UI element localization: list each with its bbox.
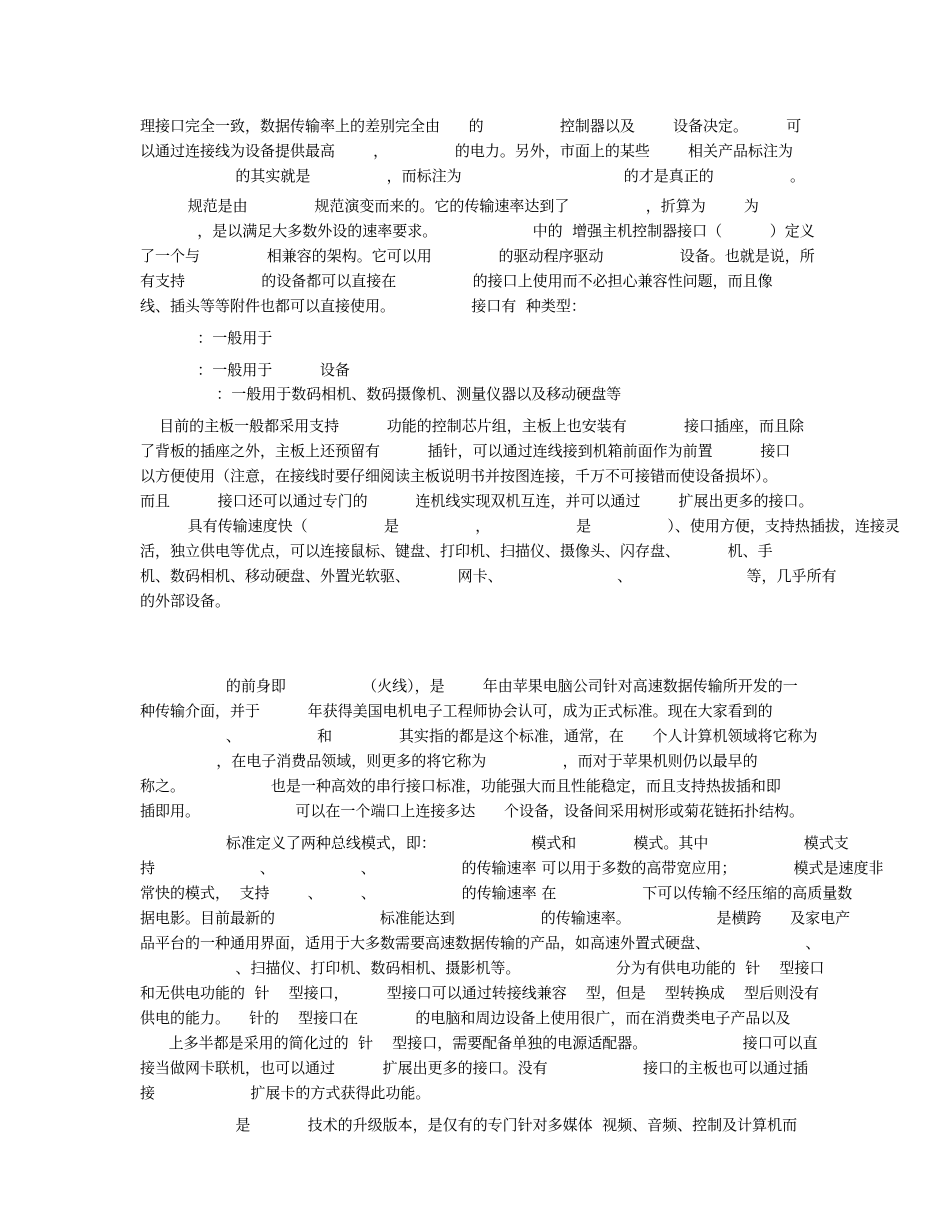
text-line: 了一个与 相兼容的架构。它可以用 的驱动程序驱动 设备。也就是说，所 <box>140 247 815 265</box>
text-line: ，在电子消费品领域，则更多的将它称为 ，而对于苹果机则仍以最早的 <box>140 752 758 770</box>
text-line: 插即用。 可以在一个端口上连接多达 个设备，设备间采用树形或菊花链拓扑结构。 <box>140 802 804 820</box>
text-line: 、扫描仪、打印机、数码相机、摄影机等。 分为有供电功能的 针 型接口 <box>140 959 825 977</box>
text-line: 以方便使用（注意，在接线时要仔细阅读主板说明书并按图连接，千万不可接错而使设备损坏）。 <box>140 467 778 485</box>
text-line: 称之。 也是一种高效的串行接口标准，功能强大而且性能稳定，而且支持热拔插和即 <box>140 777 781 795</box>
text-line: 的其实就是 ，而标注为 的才是真正的 。 <box>140 167 806 185</box>
text-line: 种传输介面，并于 年获得美国电机电子工程师协会认可，成为正式标准。现在大家看到的 <box>140 702 773 720</box>
text-line: 而且 接口还可以通过专门的 连机线实现双机互连，并可以通过 扩展出更多的接口。 <box>140 492 814 510</box>
text-line: 常快的模式， 支持 、 、 的传输速率 在 下可以传输不经压缩的高质量数 <box>140 884 853 902</box>
text-line: 接当做网卡联机，也可以通过 扩展出更多的接口。没有 接口的主板也可以通过插 <box>140 1059 809 1077</box>
text-line: 线、插头等等附件也都可以直接使用。 接口有 种类型： <box>140 297 586 315</box>
text-line: 规范是由 规范演变而来的。它的传输速率达到了 ，折算为 为 <box>140 197 759 215</box>
text-line: 的前身即 （火线），是 年由苹果电脑公司针对高速数据传输所开发的一 <box>140 677 798 695</box>
text-line: 具有传输速度快（ 是 ， 是 ）、使用方便，支持热插拔，连接灵 <box>140 517 900 535</box>
text-line: 以通过连接线为设备提供最高 ， 的电力。另外，市面上的某些 相关产品标注为 <box>140 142 794 160</box>
text-line: 供电的能力。 针的 型接口在 的电脑和周边设备上使用很广，而在消费类电子产品以及 <box>140 1009 791 1027</box>
text-line: 是 技术的升级版本，是仅有的专门针对多媒体 视频、音频、控制及计算机而 <box>140 1116 798 1134</box>
text-line: ，是以满足大多数外设的速率要求。 中的 增强主机控制器接口（ ）定义 <box>140 222 815 240</box>
text-line: 目前的主板一般都采用支持 功能的控制芯片组，主板上也安装有 接口插座，而且除 <box>140 417 804 435</box>
text-line: 活，独立供电等优点，可以连接鼠标、键盘、打印机、扫描仪、摄像头、闪存盘、 机、手 <box>140 542 773 560</box>
text-line: 持 、 、 的传输速率 可以用于多数的高带宽应用； 模式是速度非 <box>140 859 884 877</box>
text-line: 上多半都是采用的简化过的 针 型接口，需要配备单独的电源适配器。 接口可以直 <box>140 1034 818 1052</box>
text-line: 了背板的插座之外，主板上还预留有 插针，可以通过连线接到机箱前面作为前置 接口 <box>140 442 791 460</box>
text-line: 据电影。目前最新的 标准能达到 的传输速率。 是横跨 及家电产 <box>140 909 851 927</box>
list-item: ：一般用于 <box>140 329 273 347</box>
text-line: 有支持 的设备都可以直接在 的接口上使用而不必担心兼容性问题，而且像 <box>140 272 773 290</box>
text-line: 、 和 其实指的都是这个标准，通常，在 个人计算机领域将它称为 <box>140 727 818 745</box>
text-line: 品平台的一种通用界面，适用于大多数需要高速数据传输的产品，如高速外置式硬盘、 、 <box>140 934 821 952</box>
list-item: ：一般用于数码相机、数码摄像机、测量仪器以及移动硬盘等 <box>140 385 622 403</box>
text-line: 接 扩展卡的方式获得此功能。 <box>140 1084 431 1102</box>
text-line: 和无供电功能的 针 型接口， 型接口可以通过转接线兼容 型，但是 型转换成 型后则没有 <box>140 984 819 1002</box>
text-line: 的外部设备。 <box>140 592 231 610</box>
list-item: ：一般用于 设备 <box>140 361 350 379</box>
text-line: 机、数码相机、移动硬盘、外置光软驱、 网卡、 、 等，几乎所有 <box>140 567 837 585</box>
text-line: 标准定义了两种总线模式，即： 模式和 模式。其中 模式支 <box>140 834 849 852</box>
text-line: 理接口完全一致，数据传输率上的差别完全由 的 控制器以及 设备决定。 可 <box>140 117 802 135</box>
